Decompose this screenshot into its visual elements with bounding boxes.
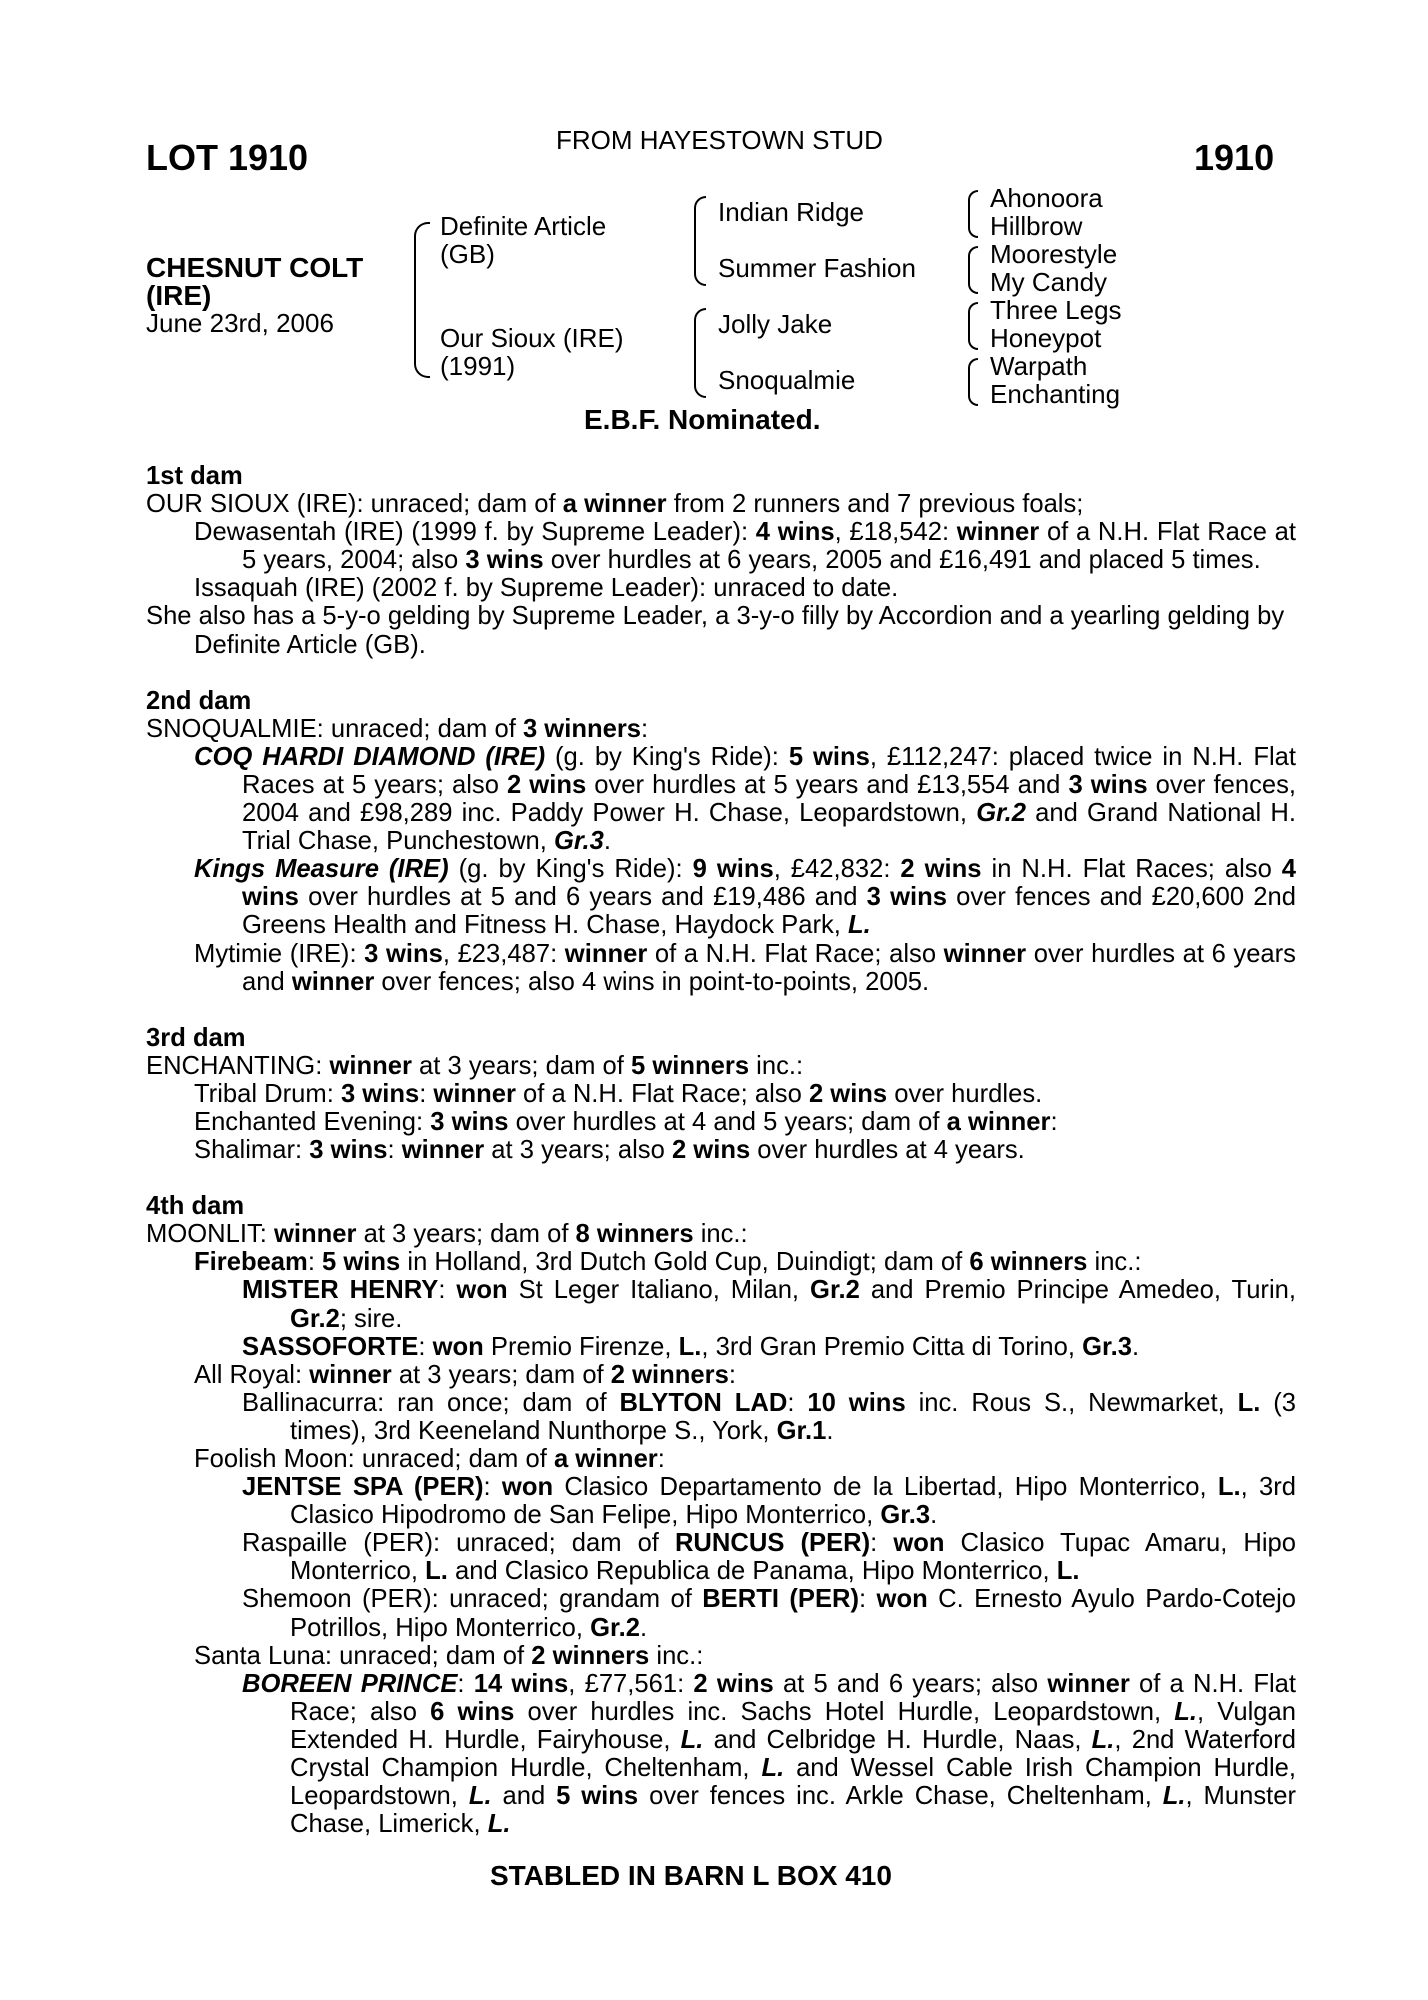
grandprogeny-entry: MISTER HENRY: won St Leger Italiano, Milan, Gr.2 and Premio Principe Amedeo, Turin, Gr.2; sire.: [242, 1276, 1296, 1333]
pedigree-brace-sire: [694, 196, 706, 286]
grandprogeny-entry: Shemoon (PER): unraced; grandam of BERTI (PER): won C. Ernesto Ayulo Pardo-Cotejo Potrillos, Hipo Monterrico, Gr.2.: [242, 1585, 1296, 1642]
ancestor-g3: Moorestyle: [990, 239, 1118, 269]
sire-country: (GB): [440, 239, 495, 269]
section-title: 1st dam: [146, 462, 243, 490]
pedigree-brace-g3-2: [968, 246, 978, 294]
progeny-entry: COQ HARDI DIAMOND (IRE) (g. by King's Ride): 5 wins, £112,247: placed twice in N.H. Flat Races at 5 years; also 2 wins over hurdles at 5 years and £13,554 and 3 wins over fences, 2004 and £98,289 inc. Paddy Power H. Chase, Leopardstown, Gr.2 and Grand National H. Trial Chase, Punchestown, Gr.3.: [194, 742, 1297, 856]
ancestor-g3: Three Legs: [990, 295, 1122, 325]
ancestor-g3: My Candy: [990, 267, 1108, 297]
pedigree-brace-dam: [694, 308, 706, 398]
consignor: FROM HAYESTOWN STUD: [556, 125, 883, 155]
dam-entry: OUR SIOUX (IRE): unraced; dam of a winner from 2 runners and 7 previous foals;: [146, 490, 1084, 519]
dam-entry: MOONLIT: winner at 3 years; dam of 8 winners inc.:: [146, 1220, 748, 1249]
grandprogeny-entry: BOREEN PRINCE: 14 wins, £77,561: 2 wins at 5 and 6 years; also winner of a N.H. Flat Race; also 6 wins over hurdles inc. Sachs Hotel Hurdle, Leopardstown, L., Vulgan Extended H. Hurdle, Fairyhouse, L. and Celbridge H. Hurdle, Naas, L., 2nd Waterford Crystal Champion Hurdle, Cheltenham, L. and Wessel Cable Irish Champion Hurdle, Leopardstown, L. and 5 wins over fences inc. Arkle Chase, Cheltenham, L., Munster Chase, Limerick, L.: [242, 1669, 1297, 1839]
progeny-entry: Mytimie (IRE): 3 wins, £23,487: winner of a N.H. Flat Race; also winner over hurdles at 6 years and winner over fences; also 4 wins in point-to-points, 2005.: [194, 939, 1296, 996]
section-title: 4th dam: [146, 1192, 245, 1221]
granddam-maternal: Snoqualmie: [718, 365, 856, 395]
horse-sex-color: CHESNUT COLT: [146, 252, 364, 283]
progeny-entry: Tribal Drum: 3 wins: winner of a N.H. Flat Race; also 2 wins over hurdles.: [194, 1079, 1043, 1108]
dam-entry: ENCHANTING: winner at 3 years; dam of 5 winners inc.:: [146, 1051, 804, 1080]
grandsire-paternal: Indian Ridge: [718, 197, 864, 227]
progeny-entry: Enchanted Evening: 3 wins over hurdles at 4 and 5 years; dam of a winner:: [194, 1107, 1058, 1136]
lot-label: LOT 1910: [146, 137, 309, 178]
progeny-entry: Dewasentah (IRE) (1999 f. by Supreme Leader): 4 wins, £18,542: winner of a N.H. Flat Race at 5 years, 2004; also 3 wins over hurdles at 6 years, 2005 and £16,491 and placed 5 times.: [194, 518, 1296, 575]
foaling-date: June 23rd, 2006: [146, 308, 334, 338]
progeny-entry: Firebeam: 5 wins in Holland, 3rd Dutch Gold Cup, Duindigt; dam of 6 winners inc.:: [194, 1248, 1142, 1277]
progeny-entry: Foolish Moon: unraced; dam of a winner:: [194, 1445, 665, 1473]
section-title: 2nd dam: [146, 686, 252, 715]
progeny-entry: Santa Luna: unraced; dam of 2 winners inc.:: [194, 1641, 704, 1670]
catalogue-body: [146, 462, 1296, 1838]
progeny-entry: All Royal: winner at 3 years; dam of 2 winners:: [194, 1360, 736, 1389]
pedigree-brace-g3-1: [968, 190, 978, 238]
dam-year: (1991): [440, 351, 516, 381]
further-produce: She also has a 5-y-o gelding by Supreme Leader, a 3-y-o filly by Accordion and a yearling gelding by Definite Article (GB).: [146, 602, 1285, 659]
pedigree-brace-g3-4: [968, 358, 978, 406]
ancestor-g3: Warpath: [990, 351, 1088, 381]
ancestor-g3: Hillbrow: [990, 211, 1083, 241]
ebf-nominated: E.B.F. Nominated.: [584, 404, 821, 435]
section-title: 3rd dam: [146, 1023, 246, 1052]
progeny-entry: Shalimar: 3 wins: winner at 3 years; also 2 wins over hurdles at 4 years.: [194, 1136, 1025, 1165]
progeny-entry: Issaquah (IRE) (2002 f. by Supreme Leader): unraced to date.: [194, 574, 899, 603]
stabling-location: STABLED IN BARN L BOX 410: [490, 1860, 892, 1891]
horse-country: (IRE): [146, 280, 212, 311]
dam-entry: SNOQUALMIE: unraced; dam of 3 winners:: [146, 714, 649, 743]
grandsire-maternal: Jolly Jake: [718, 309, 833, 339]
pedigree-brace-main: [414, 222, 430, 378]
granddam-paternal: Summer Fashion: [718, 253, 916, 283]
ancestor-g3: Enchanting: [990, 379, 1121, 409]
grandprogeny-entry: Ballinacurra: ran once; dam of BLYTON LAD: 10 wins inc. Rous S., Newmarket, L. (3 times), 3rd Keeneland Nunthorpe S., York, Gr.1.: [242, 1388, 1297, 1445]
grandprogeny-entry: SASSOFORTE: won Premio Firenze, L., 3rd Gran Premio Citta di Torino, Gr.3.: [242, 1332, 1140, 1361]
grandprogeny-entry: JENTSE SPA (PER): won Clasico Departamento de la Libertad, Hipo Monterrico, L., 3rd Clasico Hipodromo de San Felipe, Hipo Monterrico, Gr.3.: [242, 1473, 1296, 1530]
lot-number-right: 1910: [1194, 137, 1275, 178]
pedigree-brace-g3-3: [968, 302, 978, 350]
sire-name: Definite Article: [440, 211, 607, 241]
ancestor-g3: Honeypot: [990, 323, 1102, 353]
grandprogeny-entry: Raspaille (PER): unraced; dam of RUNCUS (PER): won Clasico Tupac Amaru, Hipo Monterrico, L. and Clasico Republica de Panama, Hipo Monterrico, L.: [242, 1529, 1296, 1586]
progeny-entry: Kings Measure (IRE) (g. by King's Ride): 9 wins, £42,832: 2 wins in N.H. Flat Races; also 4 wins over hurdles at 5 and 6 years and £19,486 and 3 wins over fences and £20,600 2nd Greens Health and Fitness H. Chase, Haydock Park, L.: [194, 855, 1297, 940]
dam-name: Our Sioux (IRE): [440, 323, 624, 353]
ancestor-g3: Ahonoora: [990, 183, 1103, 213]
